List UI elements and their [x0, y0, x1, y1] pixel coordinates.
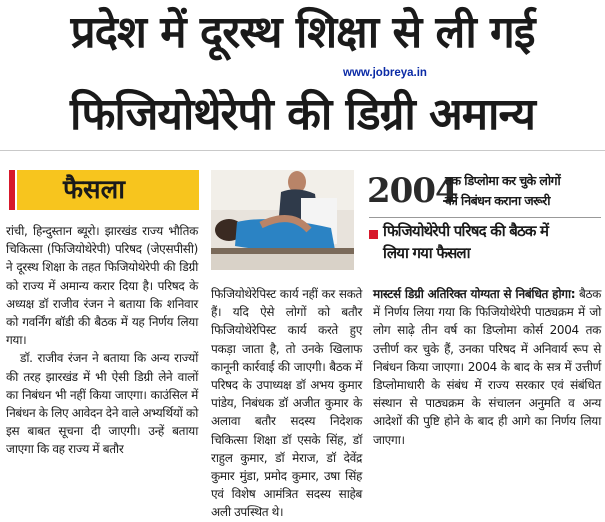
col1-paragraph-1: रांची, हिन्दुस्तान ब्यूरो। झारखंड राज्य भौतिक चिकित्सा (फिजियोथेरेपी) परिषद (जेएसपीसी) ने दूरस्थ शिक्षा के तहत फिजियोथेरेपी की डिग्री को राज्य में अमान्य करार दिया है। परिषद के अध्यक्ष डॉ राजीव रंजन ने बताया कि शनिवार को गवर्निंग बॉडी की बैठक में यह निर्णय लिया गया। [6, 224, 198, 348]
col2-paragraph-1: फिजियोथेरेपिस्ट कार्य नहीं कर सकते हैं। यदि ऐसे लोगों को बतौर फिजियोथेरेपिस्ट कार्य करते हुए पकड़ा जाता है, तो उनके खिलाफ कानूनी कार्रवाई की जाएगी। बैठक में परिषद के उपाध्यक्ष डॉ अभय कुमार पांडेय, निबंधक डॉ अजीत कुमार के अलावा बतौर सदस्य निदेशक चिकित्सा शिक्षा डॉ एसके सिंह, डॉ राहुल कुमार, डॉ मेराज, डॉ देवेंद्र कुमार मुंडा, प्रमोद कुमार, उषा सिंह एवं विशेष आमंत्रित सदस्य साहेब अली उपस्थित थे। [211, 287, 362, 520]
highlight-text [445, 171, 605, 211]
col3-subhead: मास्टर्स डिग्री अतिरिक्त योग्यता से निबंधित होगा: [373, 287, 576, 301]
bullet-square-icon [369, 230, 378, 239]
headline-line-1: प्रदेश में दूरस्थ शिक्षा से ली गई [70, 7, 535, 58]
physiotherapy-photo-icon [211, 170, 354, 270]
headline-divider [0, 150, 605, 151]
badge-accent-bar [9, 170, 15, 210]
physiotherapy-photo [211, 170, 354, 270]
highlight-text-line-2: को निबंधन कराना जरूरी [445, 193, 550, 208]
col3-body: बैठक में निर्णय लिया गया कि फिजियोथेरेपी पाठ्यक्रम में जो लोग साढ़े तीन वर्ष का डिप्लोमा कोर्स 2004 तक उत्तीर्ण कर चुके हैं, उनका परिषद में अनिवार्य रूप से निबंधन किया जाएगा। 2004 के बाद के सत्र में उत्तीर्ण डिप्लोमाधारी के संबंध में राज्य सरकार एवं संबंधित संस्थान से पाठ्यक्रम के संचालन अनुमति व अन्य आदेशों की पुष्टि होने के बाद ही आगे का निर्णय लिया जाएगा। [373, 287, 602, 447]
highlight-text-line-1: तक डिप्लोमा कर चुके लोगों [445, 173, 561, 188]
faisla-badge: फैसला [17, 170, 199, 210]
meeting-note [383, 220, 603, 264]
meeting-note-line-2: लिया गया फैसला [383, 244, 470, 262]
article-column-1 [6, 222, 198, 459]
article-column-3 [373, 285, 601, 449]
website-watermark: www.jobreya.in [343, 67, 427, 79]
highlight-divider [369, 217, 601, 218]
article-column-2 [211, 285, 362, 522]
headline-line-2: फिजियोथेरेपी की डिग्री अमान्य [70, 89, 535, 140]
meeting-note-line-1: फिजियोथेरेपी परिषद की बैठक में [383, 222, 549, 240]
col1-paragraph-2: डॉ. राजीव रंजन ने बताया कि अन्य राज्यों की तरह झारखंड में भी ऐसी डिग्री लेने वालों का निबंधन भी नहीं किया जाएगा। काउंसिल में निबंधन के लिए आवेदन देने वाले अभ्यर्थियों को इस बाबत सूचना दी जाएगी। उन्हें बताया जाएगा कि वह राज्य में बतौर [6, 351, 198, 457]
highlight-number: 2004 [367, 171, 458, 211]
